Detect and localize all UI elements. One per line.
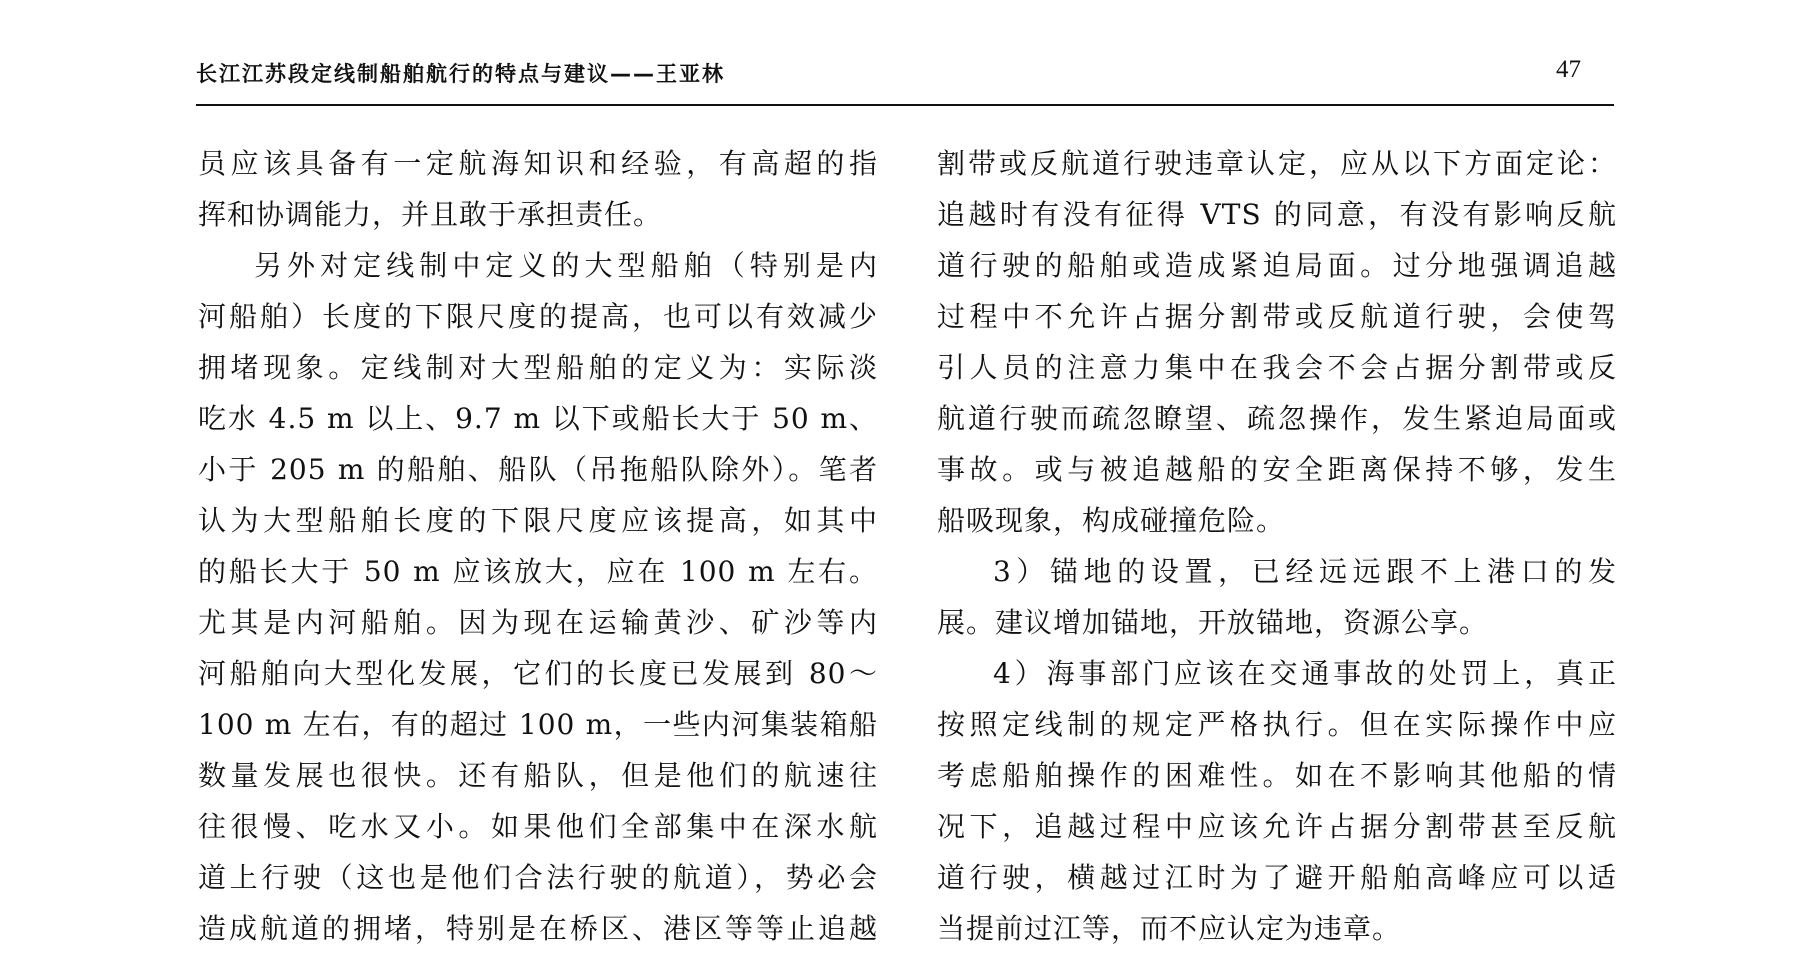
text-line: 河船舶）长度的下限尺度的提高，也可以有效减少 — [198, 300, 878, 333]
text-line: 100 m 左右，有的超过 100 m，一些内河集装箱船 — [198, 708, 878, 741]
text-line: 引人员的注意力集中在我会不会占据分割带或反 — [937, 351, 1617, 384]
header-divider — [196, 104, 1614, 106]
text-line: 小于 205 m 的船舶、船队（吊拖船队除外）。笔者 — [198, 453, 878, 486]
text-line: 挥和协调能力，并且敢于承担责任。 — [198, 198, 663, 231]
text-line: 按照定线制的规定严格执行。但在实际操作中应 — [937, 708, 1617, 741]
text-line: 4）海事部门应该在交通事故的处罚上，真正 — [993, 657, 1617, 690]
text-line: 另外对定线制中定义的大型船舶（特别是内 — [254, 249, 878, 282]
text-line: 况下，追越过程中应该允许占据分割带甚至反航 — [937, 810, 1617, 843]
text-line: 吃水 4.5 m 以上、9.7 m 以下或船长大于 50 m、 — [198, 402, 878, 435]
text-line: 道上行驶（这也是他们合法行驶的航道），势必会 — [198, 861, 878, 894]
text-line: 道行驶，横越过江时为了避开船舶高峰应可以适 — [937, 861, 1617, 894]
text-line: 员应该具备有一定航海知识和经验，有高超的指 — [198, 147, 878, 180]
running-title: 长江江苏段定线制船舶航行的特点与建议——王亚林 — [196, 62, 725, 86]
text-line: 造成航道的拥堵，特别是在桥区、港区等等止追越 — [198, 912, 878, 945]
text-line: 的船长大于 50 m 应该放大，应在 100 m 左右。 — [198, 555, 878, 588]
text-line: 航道行驶而疏忽瞭望、疏忽操作，发生紧迫局面或 — [937, 402, 1617, 435]
right-column — [937, 138, 1617, 954]
text-line: 尤其是内河船舶。因为现在运输黄沙、矿沙等内 — [198, 606, 878, 639]
text-line: 事故。或与被追越船的安全距离保持不够，发生 — [937, 453, 1617, 486]
running-header — [196, 54, 1614, 94]
text-line: 船吸现象，构成碰撞危险。 — [937, 504, 1286, 537]
page-number: 47 — [1556, 56, 1581, 83]
text-line: 当提前过江等，而不应认定为违章。 — [937, 912, 1402, 945]
text-line: 数量发展也很快。还有船队，但是他们的航速往 — [198, 759, 878, 792]
text-line: 河船舶向大型化发展，它们的长度已发展到 80～ — [198, 657, 878, 690]
text-line: 割带或反航道行驶违章认定，应从以下方面定论： — [937, 147, 1617, 180]
text-line: 认为大型船舶长度的下限尺度应该提高，如其中 — [198, 504, 878, 537]
text-line: 追越时有没有征得 VTS 的同意，有没有影响反航 — [937, 198, 1617, 231]
text-line: 3）锚地的设置，已经远远跟不上港口的发 — [993, 555, 1617, 588]
text-line: 展。建议增加锚地，开放锚地，资源公享。 — [937, 606, 1489, 639]
text-line: 道行驶的船舶或造成紧迫局面。过分地强调追越 — [937, 249, 1617, 282]
text-line: 拥堵现象。定线制对大型船舶的定义为：实际淡 — [198, 351, 878, 384]
text-line: 考虑船舶操作的困难性。如在不影响其他船的情 — [937, 759, 1617, 792]
left-column — [198, 138, 878, 954]
text-line: 过程中不允许占据分割带或反航道行驶，会使驾 — [937, 300, 1617, 333]
text-line: 往很慢、吃水又小。如果他们全部集中在深水航 — [198, 810, 878, 843]
